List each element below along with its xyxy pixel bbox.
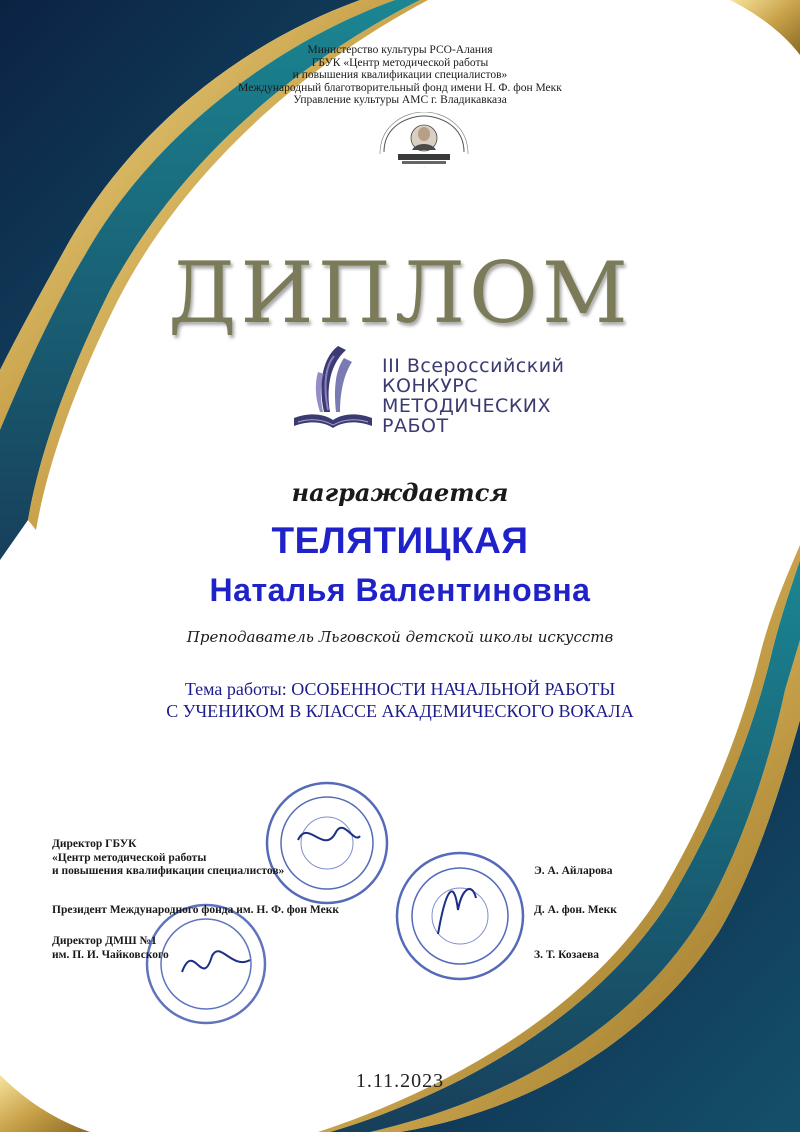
topic-line: Тема работы: ОСОБЕННОСТИ НАЧАЛЬНОЙ РАБОТЫ xyxy=(184,679,616,699)
quill-book-icon xyxy=(288,338,378,436)
contest-line: КОНКУРС xyxy=(382,375,479,397)
header-line: ГБУК «Центр методической работы xyxy=(311,56,489,69)
issue-date: 1.11.2023 xyxy=(355,1070,445,1092)
signatory-name: Д. А. фон. Мекк xyxy=(534,904,617,916)
signatory-director-gbuk xyxy=(52,838,284,879)
music-school-emblem xyxy=(378,112,470,170)
signatory-president: Президент Международного фонда им. Н. Ф. фон Мекк xyxy=(52,904,339,916)
header-line: и повышения квалификации специалистов» xyxy=(292,69,508,81)
awarded-label: награждается xyxy=(291,478,509,507)
svg-text:·: · xyxy=(423,165,425,170)
signatory-name: Э. А. Айларова xyxy=(534,865,613,877)
contest-name xyxy=(382,356,564,436)
round-stamp xyxy=(142,900,270,1028)
recipient-position: Преподаватель Льговской детской школы искусств xyxy=(186,628,614,646)
header-line: Управление культуры АМС г. Владикавказа xyxy=(293,94,507,106)
signatory-line: Директор ДМШ №1 xyxy=(52,935,157,947)
signatory-line: и повышения квалификации специалистов» xyxy=(52,865,285,877)
signatory-line: Директор ГБУК xyxy=(52,838,137,850)
contest-line: МЕТОДИЧЕСКИХ xyxy=(382,395,552,417)
work-topic xyxy=(0,678,800,722)
header-line: Международный благотворительный фонд имени Н. Ф. фон Мекк xyxy=(238,81,562,94)
issuer-header xyxy=(200,44,600,107)
contest-line: III Всероссийский xyxy=(382,355,565,377)
recipient-surname: ТЕЛЯТИЦКАЯ xyxy=(271,520,529,561)
signatory-line: «Центр методической работы xyxy=(52,851,207,864)
signatory-name: З. Т. Козаева xyxy=(534,949,600,961)
recipient-name: Наталья Валентиновна xyxy=(209,572,591,608)
contest-line: РАБОТ xyxy=(382,415,449,437)
signatory-line: им. П. И. Чайковского xyxy=(52,948,169,961)
signatory-director-dmsh xyxy=(52,935,169,962)
header-line: Министерство культуры РСО-Алания xyxy=(307,44,493,56)
round-stamp xyxy=(392,848,528,984)
topic-line: С УЧЕНИКОМ В КЛАССЕ АКАДЕМИЧЕСКОГО ВОКАЛА xyxy=(166,701,634,721)
diploma-title: ДИПЛОМ xyxy=(168,244,632,342)
